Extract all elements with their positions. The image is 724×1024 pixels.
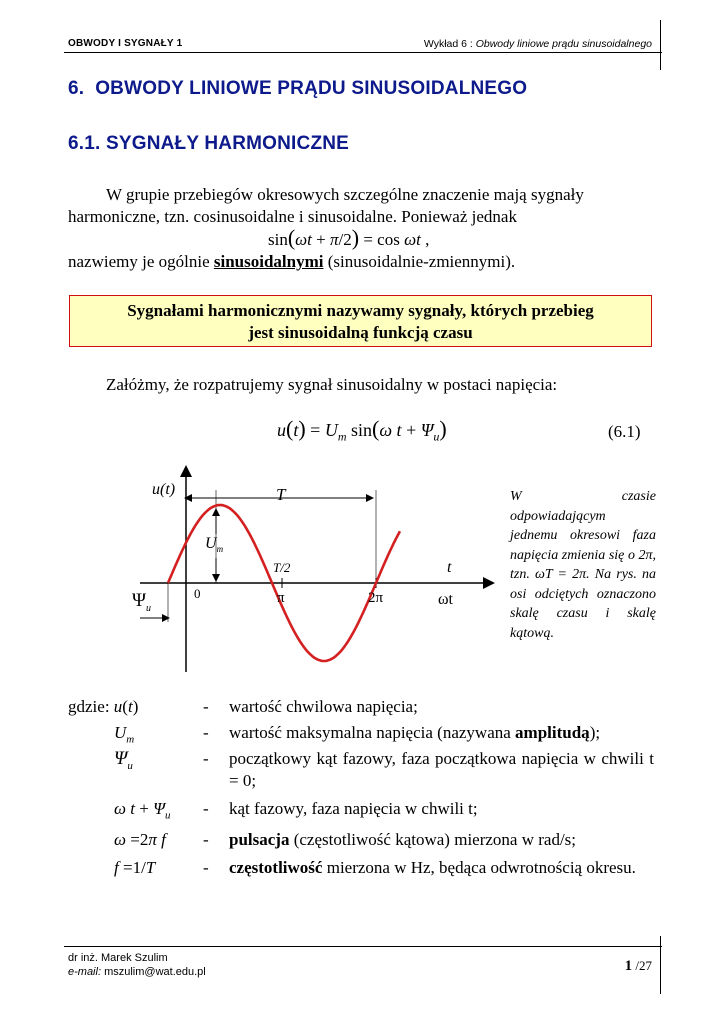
- psi-label: $\Psi_u$: [132, 590, 152, 614]
- page-number: 1 /27: [624, 958, 652, 974]
- dash-3: -: [203, 749, 209, 768]
- header-left: OBWODY I SYGNAŁY 1: [68, 38, 183, 49]
- identity-formula: sin(ωt + π/2) = cos ωt ,: [268, 225, 430, 250]
- sine-wave-figure: [120, 460, 500, 680]
- definitions-intro: gdzie: u(t): [68, 697, 139, 716]
- def-desc-6: częstotliwość mierzona w Hz, będąca odwrotnością okresu.: [229, 858, 636, 877]
- two-pi-label: 2π: [368, 590, 384, 606]
- dash-5: -: [203, 830, 209, 849]
- header-vertical-rule: [660, 20, 661, 70]
- t-axis-label: t: [447, 559, 452, 576]
- equation-number: (6.1): [608, 422, 641, 441]
- footer-rule: [64, 946, 662, 947]
- period-label: T: [276, 485, 286, 504]
- dash-1: -: [203, 697, 209, 716]
- def-desc-4: kąt fazowy, faza napięcia w chwili t;: [229, 799, 478, 818]
- def-desc-3: początkowy kąt fazowy, faza początkowa napięcia w chwili t = 0;: [229, 749, 654, 790]
- intro-line-1: W grupie przebiegów okresowych szczególne znaczenie mają sygnały: [106, 185, 584, 204]
- footer-author: dr inż. Marek Szulim: [68, 952, 168, 964]
- y-axis-label: u(t): [152, 481, 176, 498]
- chapter-heading: 6. OBWODY LINIOWE PRĄDU SINUSOIDALNEGO: [68, 78, 528, 99]
- origin-label: 0: [194, 586, 201, 601]
- footer-vertical-rule: [660, 936, 661, 994]
- header-right: Wykład 6 : Obwody liniowe prądu sinusoidalnego: [423, 38, 652, 50]
- dash-2: -: [203, 723, 209, 742]
- amplitude-label: $U_m$: [205, 535, 224, 554]
- definition-line-1: Sygnałami harmonicznymi nazywamy sygnały, których przebieg: [127, 301, 594, 320]
- definition-box: [69, 295, 652, 347]
- symbol-f: f =1/T: [114, 858, 156, 877]
- def-desc-1: wartość chwilowa napięcia;: [229, 697, 418, 716]
- symbol-omega: ω =2π f: [114, 830, 166, 849]
- intro-line-3: nazwiemy je ogólnie sinusoidalnymi (sinusoidalnie-zmiennymi).: [68, 252, 516, 271]
- figure-side-note: W czasie odpowiadającym jednemu okresowi faza napięcia zmienia się o 2π, tzn. ωT = 2π. Na rys. na osi odciętych oznaczono skalę czasu i skalę kątową.: [510, 489, 656, 641]
- half-period-label: T/2: [273, 560, 291, 575]
- def-desc-2: wartość maksymalna napięcia (nazywana amplitudą);: [229, 723, 601, 742]
- symbol-psi: $\Psi_u$: [114, 748, 133, 772]
- intro-line-2: harmoniczne, tzn. cosinusoidalne i sinusoidalne. Ponieważ jednak: [68, 207, 517, 226]
- symbol-phase: ω $t + \Psi_u$: [114, 799, 171, 822]
- dash-6: -: [203, 858, 209, 877]
- definition-line-2: jest sinusoidalną funkcją czasu: [248, 323, 473, 342]
- assumption-text: Załóżmy, że rozpatrujemy sygnał sinusoidalny w postaci napięcia:: [106, 375, 558, 394]
- footer-email: e-mail: mszulim@wat.edu.pl: [68, 966, 206, 978]
- main-equation: $u(t) = U_m$ sin(ω $t + \Psi_u$): [277, 416, 447, 444]
- section-heading: 6.1. SYGNAŁY HARMONICZNE: [68, 133, 350, 154]
- omega-t-label: ωt: [438, 591, 453, 608]
- pi-label: π: [277, 590, 285, 606]
- dash-4: -: [203, 799, 209, 818]
- def-desc-5: pulsacja (częstotliwość kątowa) mierzona w rad/s;: [229, 830, 577, 849]
- header-rule: [64, 52, 662, 53]
- symbol-um: $U_m$: [114, 723, 135, 746]
